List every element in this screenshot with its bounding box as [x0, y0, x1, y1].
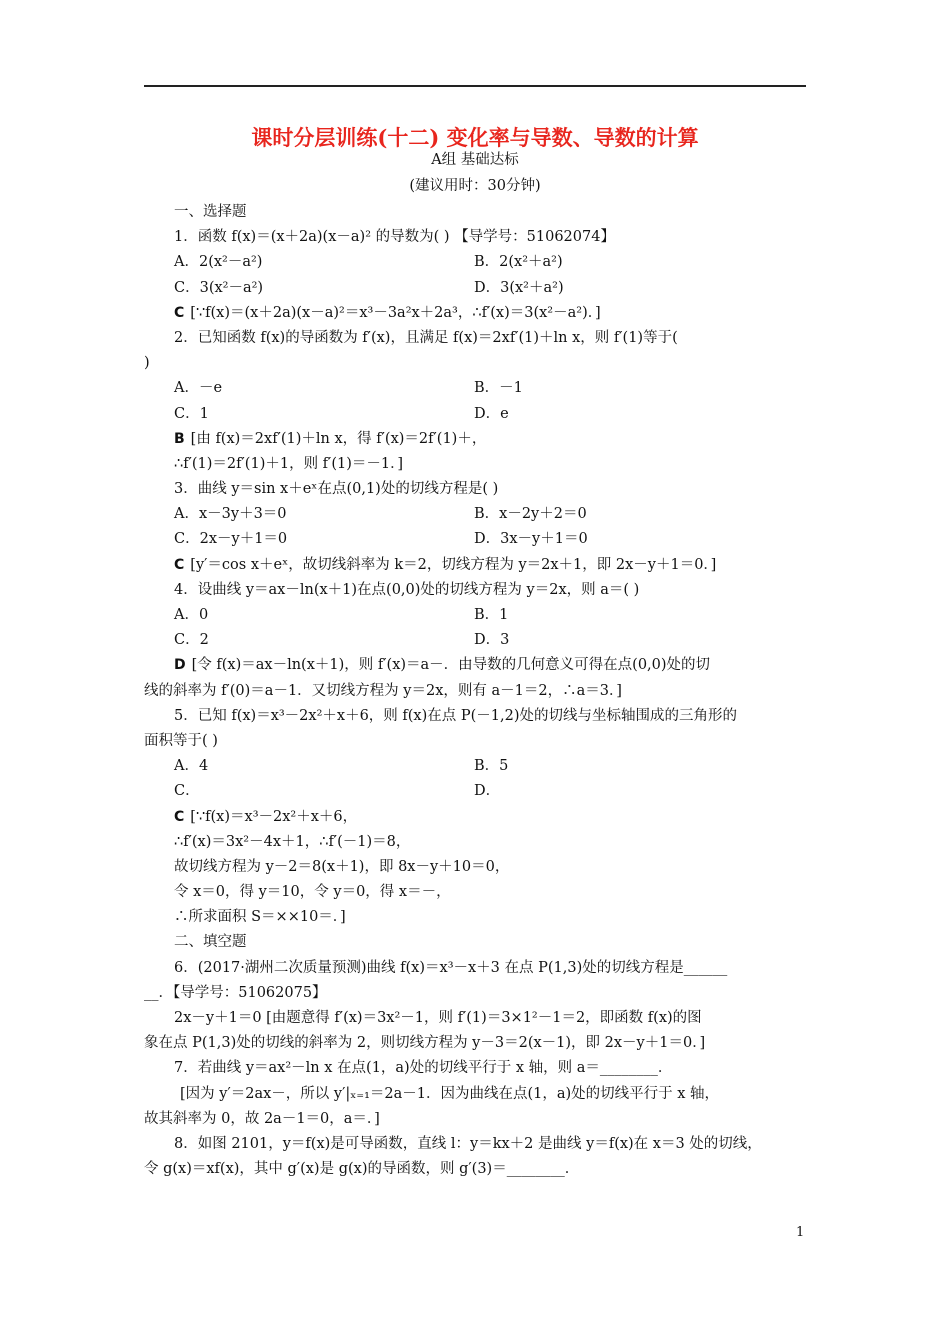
answer-letter: B: [174, 430, 185, 447]
line-text: 线的斜率为 f′(0)＝a－1．又切线方程为 y＝2x，则有 a－1＝2，∴a＝3．]: [144, 682, 622, 699]
text-line: [144, 427, 806, 452]
line-text: 面积等于( ): [144, 732, 218, 749]
group-label: A组 基础达标: [431, 152, 519, 168]
text-line: [144, 553, 806, 578]
text-line: [144, 830, 806, 855]
line-text: 1．函数 f(x)＝(x＋2a)(x－a)² 的导数为( ) 【导学号：51062074】: [174, 229, 615, 246]
line-text: A．x－3y＋3＝0: [174, 506, 287, 523]
line-text: 二、填空题: [174, 934, 247, 951]
line-text: 2．已知函数 f(x)的导函数为 f′(x)，且满足 f(x)＝2xf′(1)＋ln x，则 f′(1)等于(: [174, 329, 678, 346]
text-line: [144, 326, 806, 351]
line-text: A．2(x²－a²): [174, 254, 263, 271]
option-right: D．e: [474, 405, 509, 422]
line-text: 令 g(x)＝xf(x)，其中 g′(x)是 g(x)的导函数，则 g′(3)＝________．: [144, 1161, 580, 1178]
line-text: ∴f′(x)＝3x²－4x＋1，∴f′(－1)＝8，: [174, 833, 411, 850]
option-right: B．2(x²＋a²): [474, 254, 563, 271]
text-line: [144, 502, 806, 527]
header-rule: [144, 85, 806, 87]
line-text: 8．如图 2101，y＝f(x)是可导函数，直线 l：y＝kx＋2 是曲线 y＝f(x)在 x＝3 处的切线，: [174, 1135, 762, 1152]
text-line: [144, 1132, 806, 1157]
text-line: [144, 225, 806, 250]
answer-letter: D: [174, 657, 186, 674]
text-line: [144, 1006, 806, 1031]
line-text: 故其斜率为 0，故 2a－1＝0，a＝．]: [144, 1110, 380, 1127]
line-text: [因为 y′＝2ax－，所以 y′|ₓ₌₁＝2a－1．因为曲线在点(1，a)处的切线平行于 x 轴，: [180, 1085, 720, 1102]
line-text: 4．设曲线 y＝ax－ln(x＋1)在点(0,0)处的切线方程为 y＝2x，则 a＝( ): [174, 581, 640, 598]
line-text: [由 f(x)＝2xf′(1)＋ln x，得 f′(x)＝2f′(1)＋，: [190, 430, 487, 447]
text-line: [144, 276, 806, 301]
text-line: [144, 754, 806, 779]
text-line: [144, 1082, 806, 1107]
option-right: B．x－2y＋2＝0: [474, 506, 587, 523]
line-text: [令 f(x)＝ax－ln(x＋1)，则 f′(x)＝a－．由导数的几何意义可得在点(0,0)处的切: [191, 657, 711, 674]
line-text: 2x－y＋1＝0 [由题意得 f′(x)＝3x²－1，则 f′(1)＝3×1²－1＝2，即函数 f(x)的图: [174, 1010, 702, 1026]
line-text: ∴所求面积 S＝××10＝．]: [174, 909, 346, 926]
text-line: [144, 729, 806, 754]
text-line: [144, 880, 806, 905]
option-right: B．5: [474, 758, 509, 775]
text-line: [144, 930, 806, 955]
line-text: ∴f′(1)＝2f′(1)＋1，则 f′(1)＝－1．]: [174, 455, 404, 472]
option-right: B．－1: [474, 380, 523, 397]
option-right: D．3: [474, 632, 510, 649]
text-line: [144, 1157, 806, 1182]
line-text: 象在点 P(1,3)处的切线的斜率为 2，则切线方程为 y－3＝2(x－1)，即 2x－y＋1＝0．]: [144, 1035, 706, 1052]
text-line: [144, 200, 806, 225]
text-line: [144, 603, 806, 628]
text-line: [144, 981, 806, 1006]
line-text: ): [144, 355, 150, 372]
text-line: [144, 704, 806, 729]
option-right: D．3x－y＋1＝0: [474, 531, 588, 548]
answer-letter: C: [174, 556, 185, 573]
line-text: 3．曲线 y＝sin x＋eˣ在点(0,1)处的切线方程是( ): [174, 481, 499, 498]
text-line: [144, 779, 806, 804]
line-text: C．3(x²－a²): [174, 279, 264, 296]
line-text: C．1: [174, 405, 209, 422]
answer-letter: C: [174, 304, 185, 321]
line-text: 6．(2017·湖州二次质量预测)曲线 f(x)＝x³－x＋3 在点 P(1,3)处的切线方程是______: [174, 959, 728, 976]
text-line: [144, 301, 806, 326]
text-line: [144, 679, 806, 704]
text-line: [144, 1031, 806, 1056]
line-text: C．: [174, 783, 200, 800]
text-line: [144, 477, 806, 502]
line-text: A．－e: [174, 380, 223, 397]
line-text: C．2x－y＋1＝0: [174, 531, 288, 548]
text-line: [144, 805, 806, 830]
line-text: 令 x＝0，得 y＝10，令 y＝0，得 x＝－，: [174, 884, 451, 901]
line-text: C．2: [174, 632, 209, 649]
exercise-body: [144, 200, 806, 1182]
option-right: D．: [474, 783, 501, 800]
line-text: [y′＝cos x＋eˣ，故切线斜率为 k＝2，切线方程为 y＝2x＋1，即 2x－y＋1＝0．]: [190, 556, 717, 573]
text-line: [144, 527, 806, 552]
text-line: [144, 653, 806, 678]
option-right: B．1: [474, 607, 509, 623]
page-title: 课时分层训练(十二) 变化率与导数、导数的计算: [251, 125, 699, 150]
line-text: A．0: [174, 607, 209, 623]
line-text: A．4: [174, 758, 209, 775]
text-line: [144, 250, 806, 275]
text-line: [144, 578, 806, 603]
line-text: 7．若曲线 y＝ax²－ln x 在点(1，a)处的切线平行于 x 轴，则 a＝________．: [174, 1060, 673, 1077]
page-number: 1: [796, 1225, 805, 1240]
answer-letter: C: [174, 808, 185, 825]
text-line: [144, 402, 806, 427]
text-line: [144, 855, 806, 880]
line-text: __．【导学号：51062075】: [144, 984, 327, 1001]
line-text: [∵f(x)＝x³－2x²＋x＋6，: [190, 808, 358, 825]
text-line: [144, 905, 806, 930]
line-text: [∵f(x)＝(x＋2a)(x－a)²＝x³－3a²x＋2a³，∴f′(x)＝3(x²－a²)．]: [190, 304, 601, 321]
text-line: [144, 452, 806, 477]
text-line: [144, 376, 806, 401]
text-line: [144, 628, 806, 653]
option-right: D．3(x²＋a²): [474, 279, 564, 296]
line-text: 一、选择题: [174, 204, 247, 220]
text-line: [144, 351, 806, 376]
time-hint: (建议用时：30分钟): [409, 178, 541, 194]
text-line: [144, 1107, 806, 1132]
text-line: [144, 1056, 806, 1081]
line-text: 故切线方程为 y－2＝8(x＋1)，即 8x－y＋10＝0，: [174, 858, 510, 875]
text-line: [144, 956, 806, 981]
line-text: 5．已知 f(x)＝x³－2x²＋x＋6，则 f(x)在点 P(－1,2)处的切线与坐标轴围成的三角形的: [174, 707, 738, 724]
